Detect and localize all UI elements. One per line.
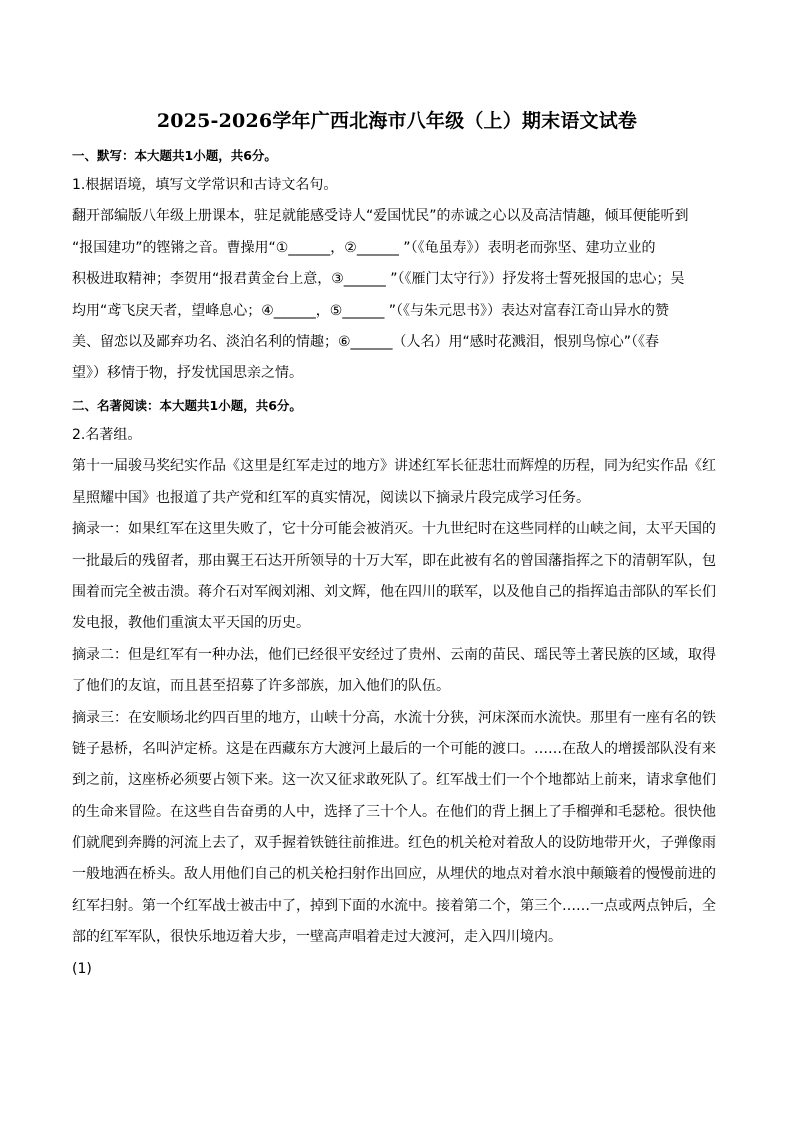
excerpt-1-line: 发电报，教他们重演太平天国的历史。 [72,615,310,632]
excerpt-2-line: 了他们的友谊，而且甚至招募了许多部族，加入他们的队伍。 [72,678,450,695]
question-1-stem: 1.根据语境，填写文学常识和古诗文名句。 [72,177,338,193]
question-1-line: 翻开部编版八年级上册课本，驻足就能感受诗人“爱国忧民”的赤诚之心以及高洁情趣，倾耳便能听到 [72,208,689,225]
question-1-line: 美、留恋以及鄙弃功名、淡泊名利的情趣；⑥______（人名）用“感时花溅泪，恨别鸟惊心”（《春 [72,333,660,350]
excerpt-3-line: 摘录三：在安顺场北约四百里的地方，山峡十分高，水流十分狭，河床深而水流快。那里有一座有名的铁 [72,709,716,726]
sub-question-1-label: (1) [72,960,92,977]
excerpt-3-line: 链子悬桥，名叫泸定桥。这是在西藏东方大渡河上最后的一个可能的渡口。……在敌人的增援部队没有来 [72,740,716,757]
question-1-line: 望》）移情于物，抒发忧国思亲之情。 [72,365,303,382]
question-1-line: 积极进取精神；李贺用“报君黄金台上意，③______ ”（《雁门太守行》）抒发将士誓死报国的忠心；吴 [72,271,685,288]
question-2-line: 第十一届骏马奖纪实作品《这里是红军走过的地方》讲述红军长征悲壮而辉煌的历程，同为纪实作品《红 [72,458,716,475]
section-heading-1: 一、默写：本大题共1小题，共6分。 [72,148,277,163]
question-2-stem: 2.名著组。 [72,427,142,443]
excerpt-3-line: 的生命来冒险。在这些自告奋勇的人中，选择了三十个人。在他们的背上捆上了手榴弹和毛瑟枪。很快他 [72,803,716,820]
excerpt-1-line: 围着而完全被击溃。蒋介石对军阀刘湘、刘文辉，他在四川的联军，以及他自己的指挥追击部队的军长们 [72,583,716,600]
question-2 [72,420,724,985]
exam-title: 2025-2026学年广西北海市八年级（上）期末语文试卷 [156,110,638,132]
question-1 [72,170,724,390]
excerpt-3-line: 部的红军军队，很快乐地迈着大步，一壁高声唱着走过大渡河，走入四川境内。 [72,929,562,946]
excerpt-3-line: 一般地洒在桥头。敌人用他们自己的机关枪扫射作出回应，从埋伏的地点对着水浪中颠簸着的慢慢前进的 [72,866,716,883]
excerpt-1-line: 一批最后的残留者，那由翼王石达开所领导的十万大军，即在此被有名的曾国藩指挥之下的清朝军队，包 [72,552,716,569]
question-2-line: 星照耀中国》也报道了共产党和红军的真实情况，阅读以下摘录片段完成学习任务。 [72,489,590,506]
question-1-line: 均用“鸢飞戾天者，望峰息心；④______，⑤______ ”（《与朱元思书》）表达对富春江奇山异水的赞 [72,302,670,319]
section-heading-2: 二、名著阅读：本大题共1小题，共6分。 [72,398,302,413]
excerpt-3-line: 们就爬到奔腾的河流上去了，双手握着铁链往前推进。红色的机关枪对着敌人的设防地带开火，子弹像雨 [72,835,716,852]
question-1-line: “报国建功”的铿锵之音。曹操用“①______，②______ ”（《龟虽寿》）表明老而弥坚、建功立业的 [72,239,656,256]
excerpt-1-line: 摘录一：如果红军在这里失败了，它十分可能会被消灭。十九世纪时在这些同样的山峡之间，太平天国的 [72,521,716,538]
excerpt-3-line: 到之前，这座桥必须要占领下来。这一次又征求敢死队了。红军战士们一个个地都站上前来，请求拿他们 [72,772,716,789]
excerpt-2-line: 摘录二：但是红军有一种办法，他们已经很平安经过了贵州、云南的苗民、瑶民等土著民族的区域，取得 [72,646,716,663]
excerpt-3-line: 红军扫射。第一个红军战士被击中了，掉到下面的水流中。接着第二个，第三个……一点或两点钟后，全 [72,897,716,914]
